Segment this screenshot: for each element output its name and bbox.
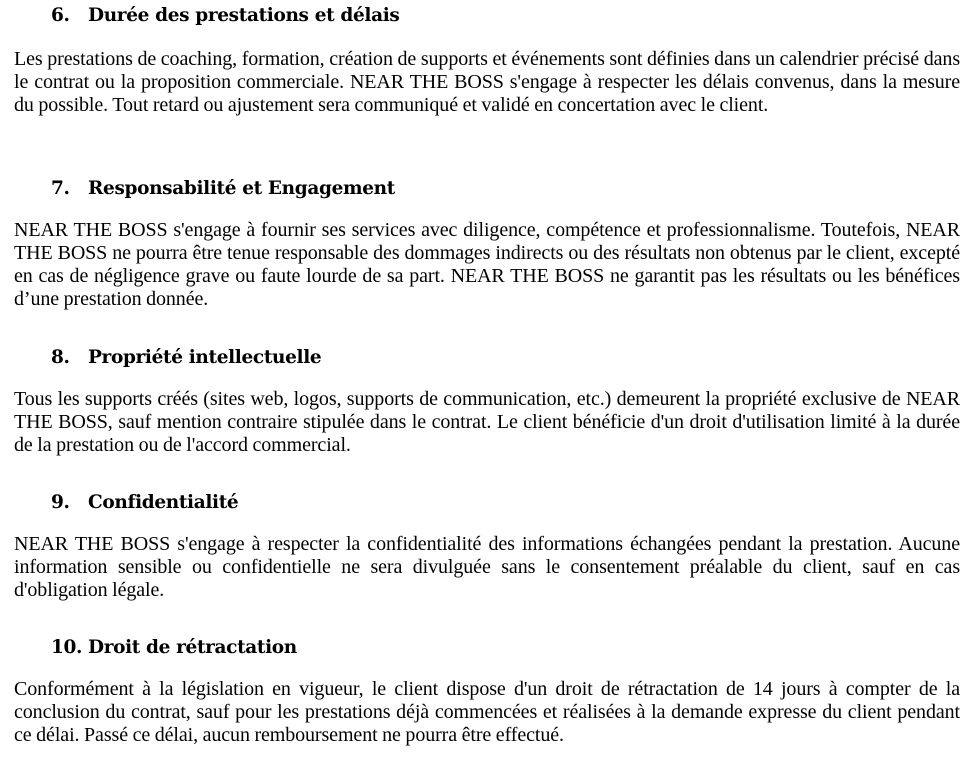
section-heading	[51, 492, 960, 514]
section-duree-prestations	[14, 0, 960, 117]
section-body: Les prestations de coaching, formation, création de supports et événements sont définies dans un calendrier précisé dans le contrat ou la proposition commerciale. NEAR THE BOSS s'engage à respecter les délais convenus, dans la mesure du possible. Tout retard ou ajustement sera communiqué et validé en concertation avec le client.	[14, 48, 960, 116]
section-heading	[51, 637, 960, 659]
section-number: 9.	[51, 492, 70, 513]
section-confidentialite	[14, 486, 960, 602]
section-body: NEAR THE BOSS s'engage à fournir ses services avec diligence, compétence et professionnalisme. Toutefois, NEAR THE BOSS ne pourra être tenue responsable des dommages indirects ou des résultats non obtenus par le client, excepté en cas de négligence grave ou faute lourde de sa part. NEAR THE BOSS ne garantit pas les résultats ou les bénéfices d’une prestation donnée.	[14, 219, 960, 310]
section-title: Droit de rétractation	[88, 637, 297, 658]
section-title: Confidentialité	[88, 492, 239, 513]
section-body: Conformément à la législation en vigueur, le client dispose d'un droit de rétractation de 14 jours à compter de la conclusion du contrat, sauf pour les prestations déjà commencées et réalisées à la demande expresse du client pendant ce délai. Passé ce délai, aucun remboursement ne pourra être effectué.	[14, 678, 960, 746]
section-body: Tous les supports créés (sites web, logos, supports de communication, etc.) demeurent la propriété exclusive de NEAR THE BOSS, sauf mention contraire stipulée dans le contrat. Le client bénéficie d'un droit d'utilisation limité à la durée de la prestation ou de l'accord commercial.	[14, 388, 960, 456]
section-body: NEAR THE BOSS s'engage à respecter la confidentialité des informations échangées pendant la prestation. Aucune information sensible ou confidentielle ne sera divulguée sans le consentement préalable du client, sauf en cas d'obligation légale.	[14, 533, 960, 601]
section-heading	[51, 347, 960, 369]
section-heading	[51, 178, 960, 200]
section-title: Propriété intellectuelle	[88, 347, 322, 368]
section-title: Durée des prestations et délais	[88, 5, 400, 26]
section-droit-retractation	[14, 631, 960, 747]
section-number: 10.	[51, 637, 83, 658]
section-heading	[51, 5, 960, 27]
section-propriete-intellectuelle	[14, 341, 960, 457]
section-number: 7.	[51, 178, 70, 199]
section-title: Responsabilité et Engagement	[88, 178, 395, 199]
section-number: 8.	[51, 347, 70, 368]
section-number: 6.	[51, 5, 70, 26]
section-responsabilite	[14, 172, 960, 311]
